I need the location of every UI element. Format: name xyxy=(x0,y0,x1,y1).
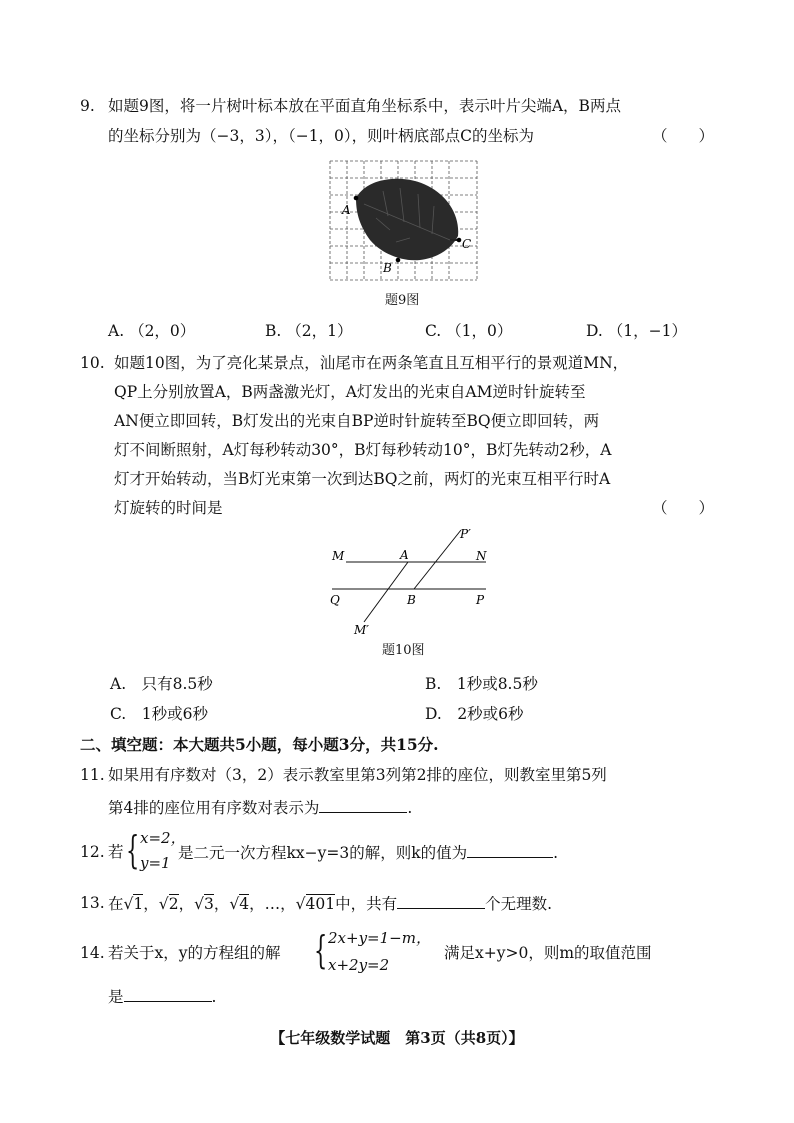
q10-option-b-text: 1秒或8.5秒 xyxy=(456,675,538,693)
section-2-heading: 二、填空题：本大题共5小题，每小题3分，共15分. xyxy=(80,735,439,754)
q9-line2: 的坐标分别为（−3，3），（−1，0），则叶柄底部点C的坐标为 xyxy=(108,127,535,145)
q9-leaf-figure xyxy=(328,156,480,284)
q10-line3: AN便立即回转，B灯发出的光束自BP逆时针旋转至BQ便立即回转，两 xyxy=(114,412,600,430)
q10-option-c xyxy=(110,703,208,725)
q10-line4: 灯不间断照射，A灯每秒转动30°，B灯每秒转动10°，B灯先转动2秒，A xyxy=(114,441,612,459)
q10-label-m: M xyxy=(332,549,345,563)
q9-option-d-label: D. xyxy=(586,322,603,340)
q10-option-a-text: 只有8.5秒 xyxy=(141,675,213,693)
q14-pre: 若关于x，y的方程组的解 xyxy=(108,944,281,962)
q9-option-d xyxy=(586,320,687,342)
q9-label-c: C xyxy=(462,237,472,251)
q14-system-eq2: x+2y=2 xyxy=(328,956,390,974)
q14-post: 满足x+y>0，则m的取值范围 xyxy=(444,944,652,962)
q9-option-d-text: （1，−1） xyxy=(607,322,687,340)
q12-system-brace: { xyxy=(126,828,140,872)
q12-system-eq2: y=1 xyxy=(140,854,171,872)
q9-option-b-text: （2，1） xyxy=(286,322,353,340)
q14-answer-blank[interactable] xyxy=(124,985,212,1002)
q13-mid: 中，共有 xyxy=(335,895,398,913)
q10-label-n: N xyxy=(476,549,487,563)
q10-option-c-label: C. xyxy=(110,705,127,723)
q14-system-brace: { xyxy=(314,928,328,972)
sqrt-401: √401 xyxy=(295,895,336,913)
q10-option-c-text: 1秒或6秒 xyxy=(141,705,208,723)
q11-line2 xyxy=(108,796,412,819)
q13-line: 在√1，√2，√3，√4，…，√401中，共有 个无理数. xyxy=(108,892,552,915)
q10-option-d xyxy=(425,703,524,725)
q9-option-b-label: B. xyxy=(265,322,282,340)
q9-option-a xyxy=(108,320,195,342)
q9-option-c xyxy=(425,320,512,342)
q10-option-d-label: D. xyxy=(425,705,442,723)
q10-label-pprime: P′ xyxy=(460,527,471,541)
q13-answer-blank[interactable] xyxy=(397,892,485,909)
q10-line1: 如题10图，为了亮化某景点，汕尾市在两条笔直且互相平行的景观道MN， xyxy=(114,354,629,372)
q10-option-b xyxy=(425,673,538,695)
q10-figure-caption: 题10图 xyxy=(382,643,425,658)
q12-number: 12. xyxy=(80,843,105,861)
q10-label-p: P xyxy=(476,593,485,607)
q12-system-eq1: x=2， xyxy=(140,829,186,847)
sqrt-4: √4 xyxy=(229,895,250,913)
q10-label-a: A xyxy=(400,548,409,562)
q10-option-a-label: A. xyxy=(110,675,127,693)
q10-option-b-label: B. xyxy=(425,675,442,693)
q11-end: . xyxy=(407,799,413,817)
q10-number: 10. xyxy=(80,354,105,372)
q9-label-a: A xyxy=(342,203,351,217)
q14-line2 xyxy=(108,985,216,1008)
q10-line6: 灯旋转的时间是 xyxy=(114,499,223,517)
sqrt-1: √1 xyxy=(123,895,144,913)
q13-pre: 在 xyxy=(108,895,124,913)
q12-pre: 若 xyxy=(108,843,124,861)
sqrt-2: √2 xyxy=(158,895,179,913)
q10-parallel-lines-figure xyxy=(326,524,496,636)
q9-line1: 如题9图，将一片树叶标本放在平面直角坐标系中，表示叶片尖端A，B两点 xyxy=(108,97,621,115)
q13-post: 个无理数. xyxy=(485,895,553,913)
q10-answer-paren: （ ） xyxy=(652,499,715,517)
q14-system-eq1: 2x+y=1−m， xyxy=(328,929,431,947)
q11-line2-text: 第4排的座位用有序数对表示为 xyxy=(108,799,320,817)
q10-label-q: Q xyxy=(330,593,340,607)
q9-option-c-text: （1，0） xyxy=(446,322,513,340)
q9-figure-caption: 题9图 xyxy=(385,293,420,308)
q9-option-a-label: A. xyxy=(108,322,125,340)
q12-end: . xyxy=(553,844,559,862)
q9-option-a-text: （2，0） xyxy=(129,322,196,340)
q11-line1: 如果用有序数对（3，2）表示教室里第3列第2排的座位，则教室里第5列 xyxy=(108,766,607,784)
q9-answer-paren: （ ） xyxy=(652,127,715,145)
q10-line2: QP上分别放置A，B两盏激光灯，A灯发出的光束自AM逆时针旋转至 xyxy=(114,383,586,401)
q10-label-b: B xyxy=(407,593,416,607)
sqrt-3: √3 xyxy=(194,895,214,913)
q10-option-d-text: 2秒或6秒 xyxy=(457,705,524,723)
q9-option-c-label: C. xyxy=(425,322,442,340)
page-footer: 【七年级数学试题 第3页（共8页）】 xyxy=(270,1029,524,1047)
q12-post xyxy=(178,841,558,864)
leaf-shape xyxy=(356,179,458,261)
q10-option-a xyxy=(110,673,213,695)
q14-line2-text: 是 xyxy=(108,988,124,1006)
q11-number: 11. xyxy=(80,766,105,784)
q10-line5: 灯才开始转动，当B灯光束第一次到达BQ之前，两灯的光束互相平行时A xyxy=(114,470,611,488)
q12-answer-blank[interactable] xyxy=(467,841,553,858)
q9-number: 9. xyxy=(80,97,95,115)
q12-post-text: 是二元一次方程kx−y=3的解，则k的值为 xyxy=(178,844,468,862)
q14-number: 14. xyxy=(80,944,105,962)
q14-end: . xyxy=(211,988,217,1006)
q9-label-b: B xyxy=(383,261,392,275)
q11-answer-blank[interactable] xyxy=(319,796,407,813)
q10-label-mprime: M′ xyxy=(354,623,370,636)
q9-option-b xyxy=(265,320,353,342)
q13-number: 13. xyxy=(80,894,105,912)
